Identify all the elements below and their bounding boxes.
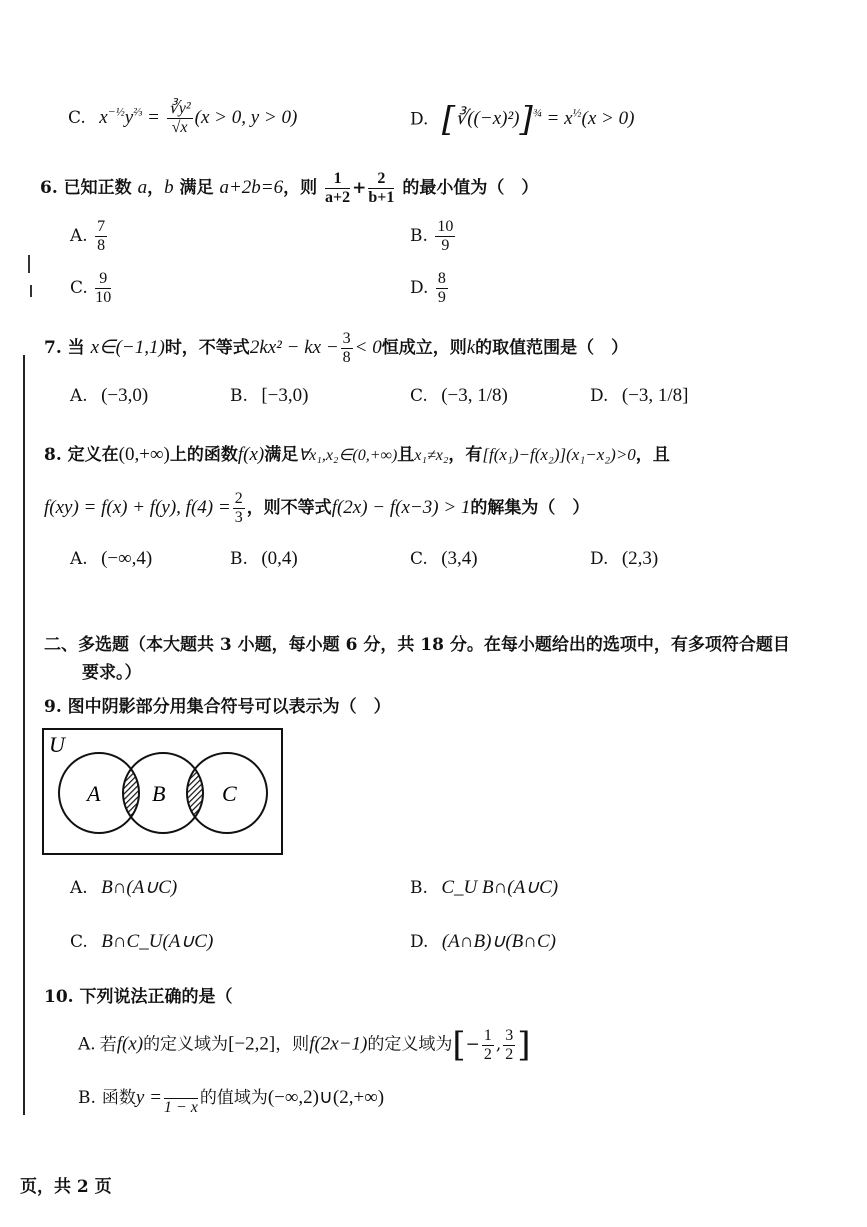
question-number: 8. bbox=[44, 445, 62, 465]
option-value: [−3,0) bbox=[261, 385, 309, 406]
left-margin-line bbox=[23, 355, 25, 1115]
question-10-stem bbox=[44, 982, 233, 1007]
q9-option-b[interactable] bbox=[410, 876, 558, 899]
section-2-heading: 二、多选题（本大题共 3 小题，每小题 6 分，共 18 分。在每小题给出的选项中，有多项符合题目 bbox=[44, 635, 790, 655]
stem-text: 满足 bbox=[179, 178, 214, 198]
q7-option-a[interactable] bbox=[70, 385, 148, 407]
option-label: A. bbox=[70, 386, 88, 406]
option-label: D. bbox=[410, 278, 429, 298]
option-label: D. bbox=[590, 549, 609, 569]
option-value: (−∞,4) bbox=[101, 548, 153, 569]
option-label: D. bbox=[410, 109, 429, 130]
q6-option-a[interactable] bbox=[70, 218, 109, 255]
denominator: 9 bbox=[441, 237, 450, 254]
numerator: 7 bbox=[97, 218, 106, 235]
stem-text: 当 bbox=[67, 338, 85, 358]
set-b-label: B bbox=[152, 781, 166, 806]
denominator: 9 bbox=[437, 289, 446, 306]
question-number: 7. bbox=[44, 338, 62, 358]
q6-option-b[interactable] bbox=[410, 218, 457, 255]
scan-mark bbox=[30, 285, 32, 297]
option-label: B. bbox=[410, 878, 428, 898]
option-label: C. bbox=[70, 278, 88, 298]
option-label: B. bbox=[230, 549, 248, 569]
stem-text: 图中阴影部分用集合符号可以表示为（ ） bbox=[67, 697, 391, 717]
option-value: (0,4) bbox=[261, 548, 298, 569]
question-9-stem bbox=[44, 692, 391, 717]
stem-text: ，且 bbox=[635, 445, 670, 465]
option-value: (2,3) bbox=[621, 548, 659, 569]
option-label: C. bbox=[410, 386, 428, 406]
numerator: 10 bbox=[437, 218, 454, 235]
stem-text: ，则不等式 bbox=[246, 498, 332, 518]
q9-option-c[interactable] bbox=[70, 930, 213, 953]
stem-text: 时，不等式 bbox=[164, 338, 250, 358]
stem-text: 上的函数 bbox=[169, 445, 238, 465]
option-label: D. bbox=[410, 932, 429, 952]
q9-option-a[interactable] bbox=[70, 876, 177, 899]
scan-mark bbox=[28, 255, 30, 273]
option-text: 若 bbox=[99, 1034, 117, 1055]
q7-option-c[interactable] bbox=[410, 385, 508, 407]
stem-text: 的解集为（ ） bbox=[470, 498, 590, 518]
question-6-stem: 6. 已知正数 a，b 满足 a+2b=6，则 $\frac{1}{a+2}$ + $\frac{2}{b+1}$ 的最小值为（ ） bbox=[40, 170, 539, 206]
stem-text: 下列说法正确的是（ bbox=[79, 987, 233, 1007]
section-2-heading-cont: 要求。） bbox=[82, 663, 142, 683]
q6-option-d[interactable] bbox=[410, 270, 450, 307]
option-label: B. bbox=[410, 226, 428, 246]
numerator: 8 bbox=[437, 270, 446, 287]
q10-option-a[interactable]: A. 若f(x)的定义域为[−2,2]，则f(2x−1)的定义域为[− $\frac{1}{2}$ , $\frac{3}{2}$ ] bbox=[78, 1025, 531, 1065]
option-c-top: C. $x^{-\frac{1}{2}}y^{\frac{2}{3}}$ = $\frac{\text{∛y²}}{√x}$ (x > 0, y > 0) bbox=[68, 100, 298, 136]
question-number: 9. bbox=[44, 697, 62, 717]
option-label: A. bbox=[70, 226, 88, 246]
stem-text: 恒成立，则 bbox=[381, 338, 467, 358]
numerator: 9 bbox=[95, 270, 111, 289]
stem-text: ，有 bbox=[448, 445, 483, 465]
question-7-stem: 7. 当 x∈(−1,1)时，不等式2kx² − kx − $\frac{3}{8}$ < 0恒成立，则k的取值范围是（ ） bbox=[44, 330, 629, 366]
q8-option-a[interactable] bbox=[70, 548, 152, 570]
option-text: 函数 bbox=[101, 1088, 136, 1108]
venn-diagram bbox=[42, 728, 284, 856]
option-value: (−3, 1/8) bbox=[441, 385, 508, 406]
q10-option-b[interactable]: B. 函数y = 1 − x 的值域为(−∞,2)∪(2,+∞) bbox=[78, 1080, 384, 1117]
q8-option-c[interactable] bbox=[410, 548, 478, 570]
option-label: B. bbox=[230, 386, 248, 406]
option-label: C. bbox=[70, 932, 88, 952]
denominator: 8 bbox=[97, 237, 106, 254]
stem-text: 且 bbox=[397, 445, 415, 465]
denominator: 10 bbox=[95, 289, 112, 306]
option-value: (3,4) bbox=[441, 548, 478, 569]
q9-option-d[interactable] bbox=[410, 930, 556, 953]
stem-text: 的最小值为（ ） bbox=[402, 178, 539, 198]
q6-option-c[interactable] bbox=[70, 270, 113, 307]
q7-option-b[interactable] bbox=[230, 385, 308, 407]
option-label: C. bbox=[68, 107, 86, 128]
option-d-top: D. [∛((−x)²)]$^{\frac{3}{4}}$ = $x^{\frac{1}{2}}(x > 0)$ bbox=[410, 100, 635, 140]
question-8-stem-line1: 8. 定义在(0,+∞)上的函数f(x)满足∀x₁,x₂∈(0,+∞)且x₁≠x₂，有[f(x₁)−f(x₂)](x₁−x₂)>0，且 bbox=[44, 444, 670, 465]
question-8-stem-line2: f(xy) = f(x) + f(y), f(4) = $\frac{2}{3}$ ，则不等式f(2x) − f(x−3) > 1的解集为（ ） bbox=[44, 490, 590, 526]
option-value: (−3, 1/8] bbox=[621, 385, 689, 406]
stem-text: 的取值范围是（ ） bbox=[475, 338, 629, 358]
stem-text: 定义在 bbox=[67, 445, 119, 465]
q8-option-d[interactable] bbox=[590, 548, 658, 570]
q8-option-b[interactable] bbox=[230, 548, 298, 570]
option-text: ，则 bbox=[275, 1034, 310, 1055]
option-label: C. bbox=[410, 549, 428, 569]
q7-option-d[interactable] bbox=[590, 385, 689, 407]
option-label: D. bbox=[590, 386, 609, 406]
option-text: 的定义域为 bbox=[143, 1034, 229, 1055]
set-a-label: A bbox=[87, 781, 101, 806]
option-label: A. bbox=[70, 549, 88, 569]
option-label: A. bbox=[70, 878, 88, 898]
stem-text: 满足 bbox=[264, 445, 299, 465]
set-c-label: C bbox=[222, 781, 237, 806]
stem-text: 已知正数 bbox=[63, 178, 132, 198]
universe-label: U bbox=[49, 732, 65, 757]
stem-text: ，则 bbox=[283, 178, 318, 198]
option-text: 的值域为 bbox=[199, 1088, 268, 1108]
option-value: B∩C_U(A∪C) bbox=[101, 931, 214, 952]
option-value: C_U B∩(A∪C) bbox=[441, 877, 559, 898]
question-number: 10. bbox=[44, 987, 74, 1007]
page-footer: 页，共 2 页 bbox=[20, 1177, 112, 1197]
option-text: 的定义域为 bbox=[367, 1034, 453, 1055]
option-value: (−3,0) bbox=[101, 385, 149, 406]
option-value: B∩(A∪C) bbox=[101, 877, 178, 898]
question-number: 6. bbox=[40, 178, 58, 198]
option-value: (A∩B)∪(B∩C) bbox=[441, 931, 556, 952]
